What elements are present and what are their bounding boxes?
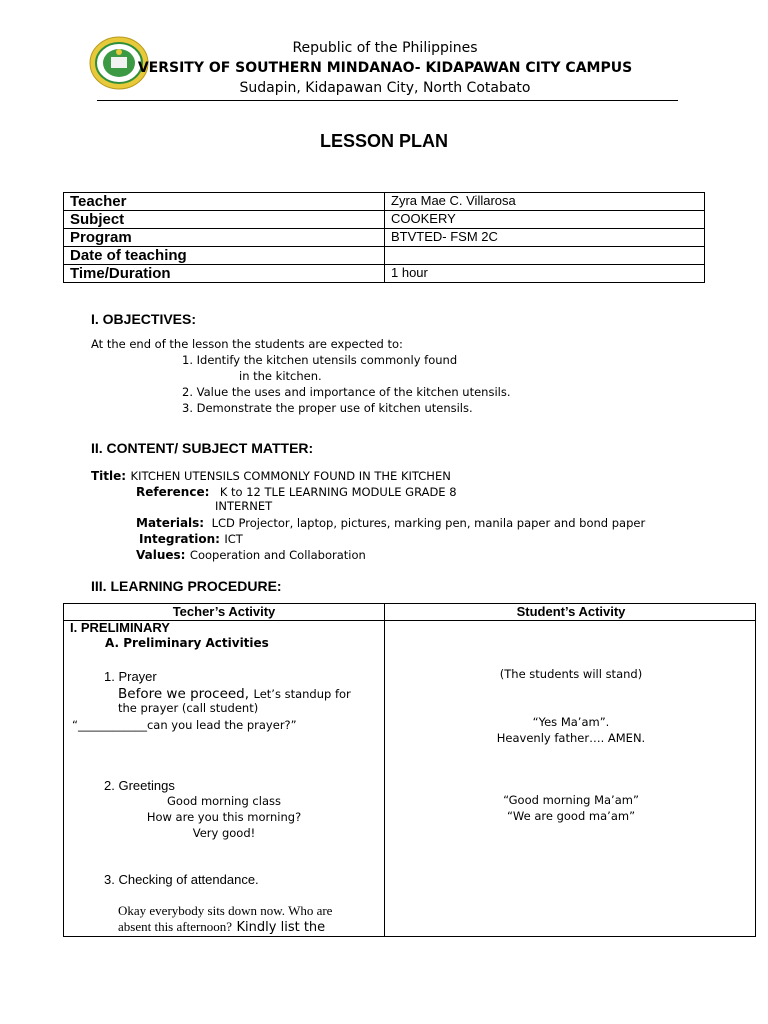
prayer-line-3: “____________can you lead the prayer?” [72, 718, 297, 732]
procedure-table [63, 603, 756, 937]
attendance-line-2 [118, 918, 325, 936]
values-value: Cooperation and Collaboration [189, 548, 366, 562]
info-value: Zyra Mae C. Villarosa [385, 193, 705, 211]
reference-label: Reference: [136, 485, 210, 499]
attendance-question: absent this afternoon? [118, 919, 233, 934]
student-response: “Good morning Ma’am” [503, 793, 639, 807]
header-republic: Republic of the Philippines [292, 40, 478, 56]
reference-value: K to 12 TLE LEARNING MODULE GRADE 8 [219, 485, 457, 499]
col-teacher-header: Techer’s Activity [172, 604, 276, 619]
objective-item: 3. Demonstrate the proper use of kitchen utensils. [182, 401, 473, 415]
student-response: “Yes Ma’am”. [532, 715, 610, 729]
header-address: Sudapin, Kidapawan City, North Cotabato [239, 80, 531, 96]
greeting-line: Good morning class [167, 794, 281, 808]
integration-value: ICT [224, 532, 243, 546]
info-row [64, 265, 705, 283]
info-label: Teacher [64, 193, 385, 211]
attendance-line-1: Okay everybody sits down now. Who are [118, 903, 333, 918]
content-heading: II. CONTENT/ SUBJECT MATTER: [91, 440, 314, 456]
student-response: (The students will stand) [499, 667, 643, 681]
prayer-line-2: the prayer (call student) [118, 701, 259, 715]
attendance-instruction: Kindly list the [236, 920, 326, 935]
reference-value-2: INTERNET [215, 499, 273, 513]
page-title: LESSON PLAN [319, 131, 448, 151]
content-values-row [136, 546, 366, 564]
title-label: Title: [91, 469, 127, 483]
preliminary-heading: I. PRELIMINARY [70, 620, 170, 635]
objective-item: 1. Identify the kitchen utensils commonly found [182, 353, 458, 367]
greeting-line: Very good! [192, 826, 256, 840]
info-row [64, 229, 705, 247]
col-student-header: Student’s Activity [516, 604, 626, 619]
greeting-line: How are you this morning? [146, 810, 302, 824]
values-label: Values: [136, 548, 186, 562]
objective-item: in the kitchen. [239, 369, 322, 383]
prayer-rest: Let’s standup for [253, 687, 351, 701]
info-label: Program [64, 229, 385, 247]
materials-value: LCD Projector, laptop, pictures, marking pen, manila paper and bond paper [211, 516, 646, 530]
title-value: KITCHEN UTENSILS COMMONLY FOUND IN THE KITCHEN [130, 469, 451, 483]
procedure-heading: III. LEARNING PROCEDURE: [91, 578, 282, 594]
info-row [64, 211, 705, 229]
student-response: Heavenly father…. AMEN. [496, 731, 646, 745]
objectives-heading: I. OBJECTIVES: [91, 311, 197, 327]
info-label: Subject [64, 211, 385, 229]
info-row [64, 247, 705, 265]
info-value [385, 247, 705, 265]
attendance-label: 3. Checking of attendance. [104, 872, 259, 887]
objective-item: 2. Value the uses and importance of the kitchen utensils. [182, 385, 511, 399]
prayer-label: 1. Prayer [104, 669, 157, 684]
materials-label: Materials: [136, 516, 205, 530]
objectives-intro: At the end of the lesson the students are expected to: [91, 337, 403, 351]
info-label: Date of teaching [64, 247, 385, 265]
info-value: BTVTED- FSM 2C [385, 229, 705, 247]
info-value: COOKERY [385, 211, 705, 229]
preliminary-subheading: A. Preliminary Activities [105, 636, 269, 650]
prayer-intro: Before we proceed, [118, 686, 250, 702]
column-divider [384, 604, 385, 936]
info-row [64, 193, 705, 211]
header-rule [97, 100, 678, 101]
content-reference-row [136, 483, 457, 501]
info-label: Time/Duration [64, 265, 385, 283]
integration-label: Integration: [139, 532, 220, 546]
header-university: VERSITY OF SOUTHERN MINDANAO- KIDAPAWAN CITY CAMPUS [137, 60, 633, 76]
greetings-label: 2. Greetings [104, 778, 175, 793]
info-table [63, 192, 705, 283]
info-value: 1 hour [385, 265, 705, 283]
student-response: “We are good ma’am” [506, 809, 636, 823]
